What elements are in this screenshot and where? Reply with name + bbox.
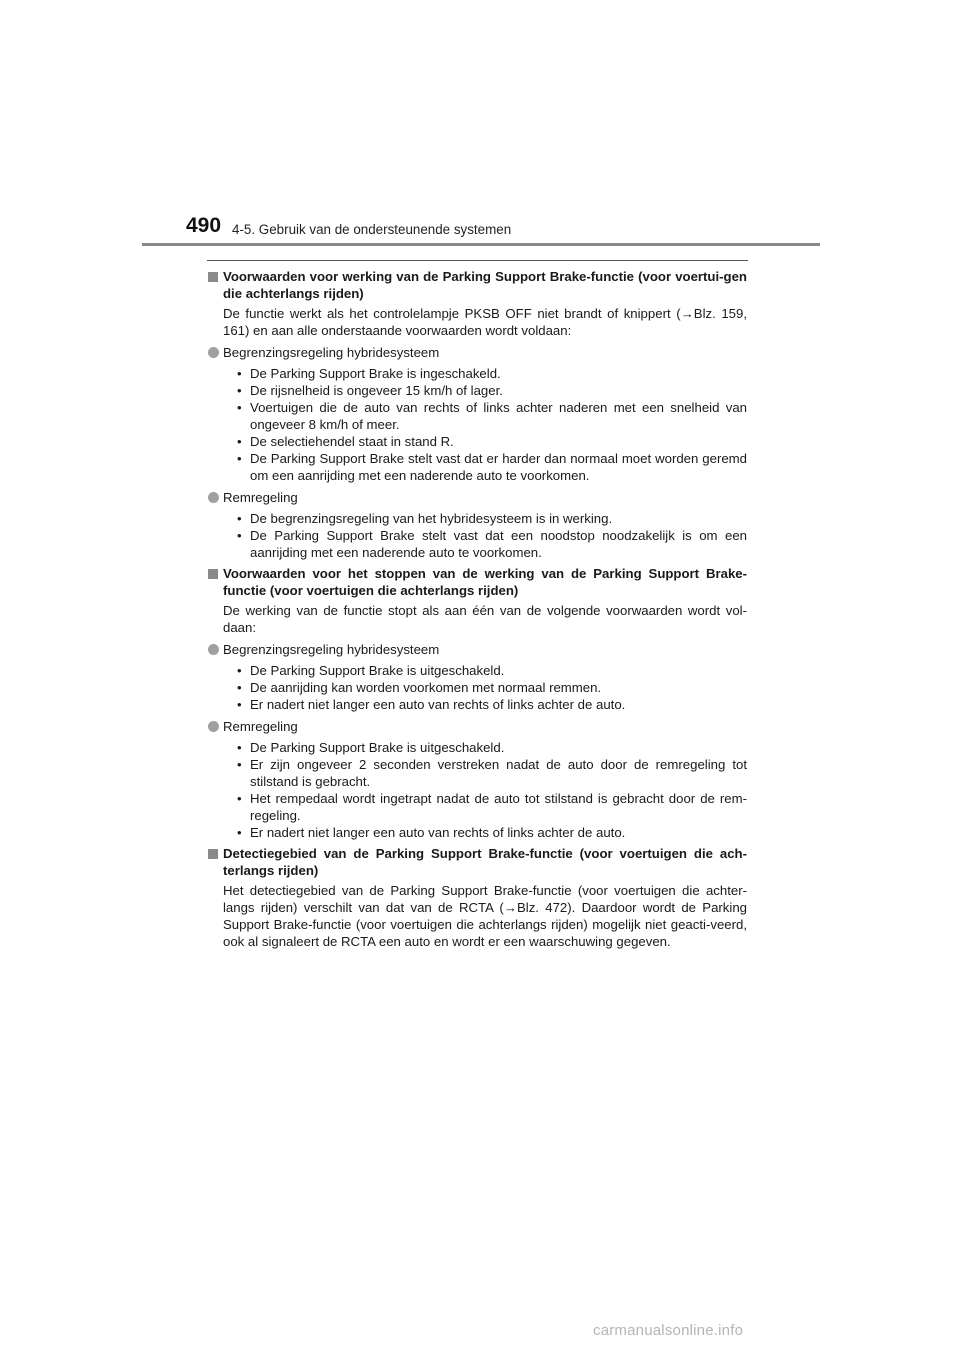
- section-heading: [206, 565, 747, 599]
- section-heading: [206, 845, 747, 879]
- list-item: • Er nadert niet langer een auto van rechts of links achter de auto.: [236, 696, 747, 713]
- bullet-list: [206, 365, 747, 484]
- list-item: • De selectiehendel staat in stand R.: [236, 433, 747, 450]
- bullet-list: [206, 662, 747, 713]
- section-heading: [206, 268, 747, 302]
- section-intro: Het detectiegebied van de Parking Support Brake-functie (voor voertuigen die achter-langs rijden) verschilt van dat van de RCTA (→Blz. 472). Daardoor wordt de Parking Support Brake-functie (voor voertuigen die achterlangs rijden) mogelijk niet geacti-veerd, ook al signaleert de RCTA een auto en wordt er een waarschuwing gegeven.: [223, 883, 747, 949]
- square-bullet-icon: [208, 272, 218, 282]
- list-item: • Het rempedaal wordt ingetrapt nadat de auto tot stilstand is gebracht door de rem-regeling.: [236, 790, 747, 824]
- list-item: • De Parking Support Brake stelt vast dat een noodstop noodzakelijk is om een aanrijding met een naderende auto te voorkomen.: [236, 527, 747, 561]
- list-item: • Er zijn ongeveer 2 seconden verstreken nadat de auto door de remregeling tot stilstand is gebracht.: [236, 756, 747, 790]
- list-item: • De aanrijding kan worden voorkomen met normaal remmen.: [236, 679, 747, 696]
- list-item: • Er nadert niet langer een auto van rechts of links achter de auto.: [236, 824, 747, 841]
- circle-bullet-icon: [208, 347, 219, 358]
- content-top-rule: [207, 260, 748, 261]
- list-item: • De rijsnelheid is ongeveer 15 km/h of lager.: [236, 382, 747, 399]
- group-title: [206, 718, 747, 735]
- bullet-list: [206, 510, 747, 561]
- group-title: [206, 344, 747, 361]
- group-title-text: Begrenzingsregeling hybridesysteem: [223, 345, 440, 360]
- list-item: • De Parking Support Brake is ingeschakeld.: [236, 365, 747, 382]
- group-title-text: Begrenzingsregeling hybridesysteem: [223, 642, 440, 657]
- list-item: • De Parking Support Brake is uitgeschakeld.: [236, 739, 747, 756]
- watermark: carmanualsonline.info: [593, 1322, 744, 1339]
- bullet-list: [206, 739, 747, 841]
- section-intro: De werking van de functie stopt als aan één van de volgende voorwaarden wordt vol-daan:: [223, 603, 747, 635]
- list-item: • De begrenzingsregeling van het hybridesysteem is in werking.: [236, 510, 747, 527]
- circle-bullet-icon: [208, 492, 219, 503]
- section-title: 4-5. Gebruik van de ondersteunende systemen: [232, 222, 512, 237]
- section-heading-text: Voorwaarden voor werking van de Parking Support Brake-functie (voor voertui-gen die achterlangs rijden): [223, 269, 747, 301]
- list-item: • De Parking Support Brake stelt vast dat er harder dan normaal moet worden geremd om een aanrijding met een naderende auto te voorkomen.: [236, 450, 747, 484]
- section-intro: De functie werkt als het controlelampje PKSB OFF niet brandt of knippert (→Blz. 159, 161) en aan alle onderstaande voorwaarden wordt voldaan:: [223, 306, 747, 338]
- square-bullet-icon: [208, 849, 218, 859]
- list-item: • Voertuigen die de auto van rechts of links achter naderen met een snelheid van ongeveer 8 km/h of meer.: [236, 399, 747, 433]
- content: [206, 264, 747, 950]
- group-title: [206, 641, 747, 658]
- group-title-text: Remregeling: [223, 719, 298, 734]
- square-bullet-icon: [208, 569, 218, 579]
- circle-bullet-icon: [208, 721, 219, 732]
- circle-bullet-icon: [208, 644, 219, 655]
- page-number: 490: [186, 214, 222, 237]
- section-heading-text: Detectiegebied van de Parking Support Brake-functie (voor voertuigen die ach-terlangs rijden): [223, 846, 747, 878]
- list-item: • De Parking Support Brake is uitgeschakeld.: [236, 662, 747, 679]
- group-title-text: Remregeling: [223, 490, 298, 505]
- section-heading-text: Voorwaarden voor het stoppen van de werking van de Parking Support Brake-functie (voor voertuigen die achterlangs rijden): [223, 566, 747, 598]
- group-title: [206, 489, 747, 506]
- header-rule: [142, 243, 820, 246]
